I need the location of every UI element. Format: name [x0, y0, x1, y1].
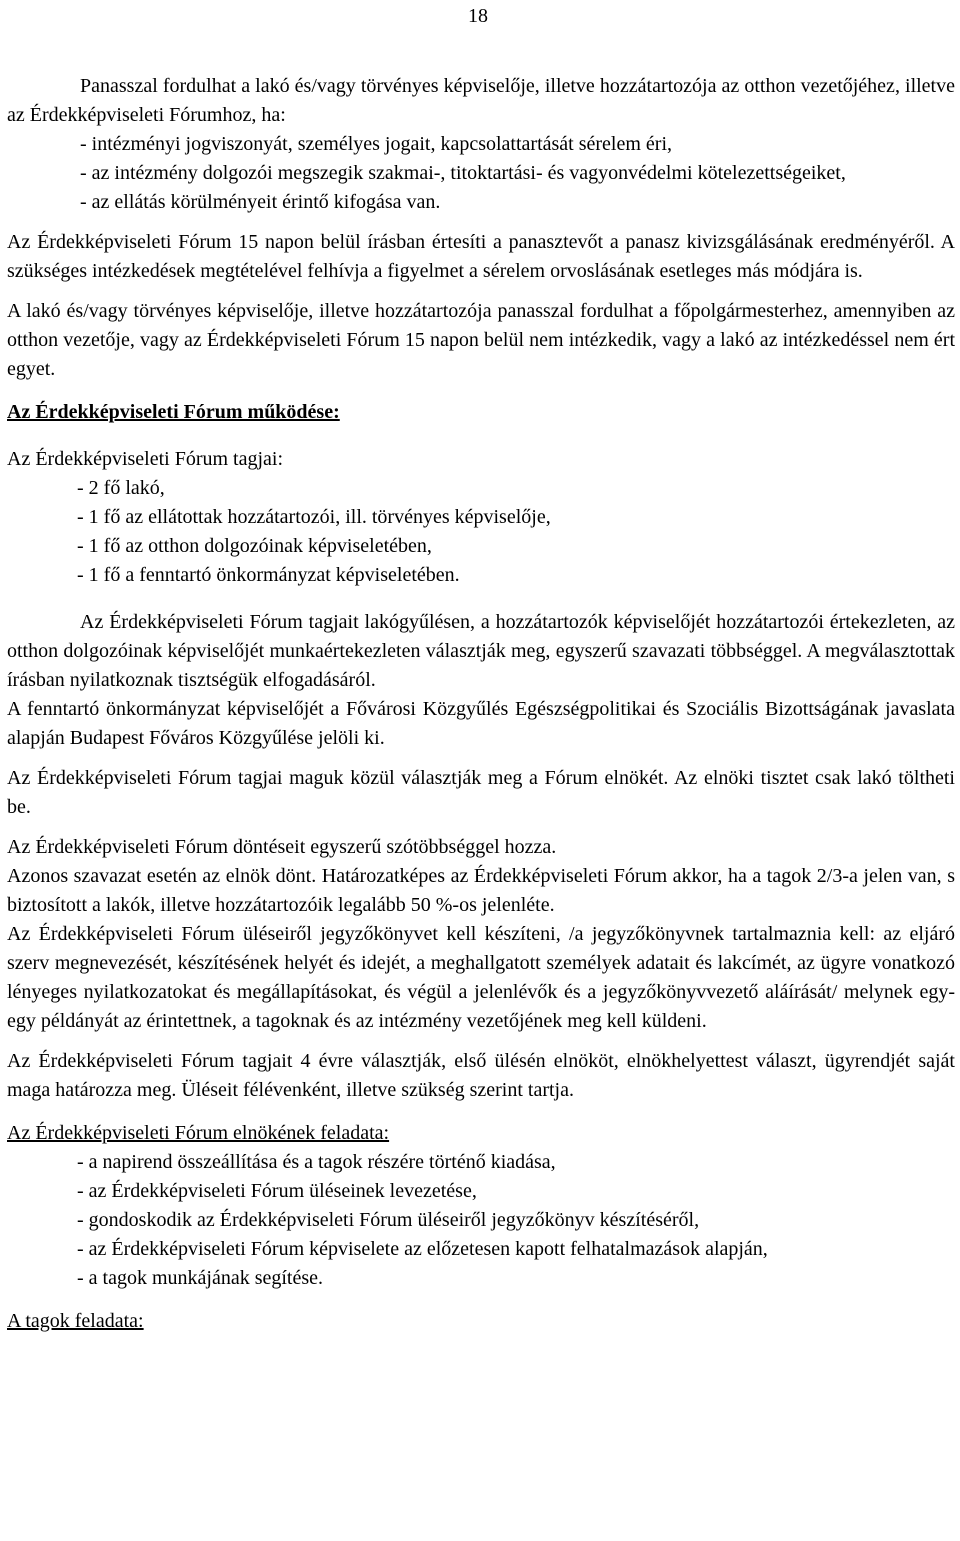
quorum-paragraph: Azonos szavazat esetén az elnök dönt. Határozatképes az Érdekképviseleti Fórum akkor, ha a tagok 2/3-a jelen van, s biztosított a lakók, illetve hozzátartozóik legalább 50 %-os jelenléte.	[7, 865, 955, 916]
forum-notice: Az Érdekképviseleti Fórum 15 napon belül írásban értesíti a panasztevőt a panasz kivizsgálásának eredményéről. A szükséges intézkedések megtételével felhívja a figyelmet a sérelem orvoslásának esetleges más módjára is.	[7, 231, 955, 282]
chair-duties-heading: Az Érdekképviseleti Fórum elnökének feladata:	[7, 1122, 390, 1144]
document-body	[7, 72, 955, 1336]
complaint-item-3: - az ellátás körülményeit érintő kifogása van.	[80, 191, 441, 213]
chair-duties-list	[77, 1148, 955, 1293]
mayor-appeal: A lakó és/vagy törvényes képviselője, illetve hozzátartozója panasszal fordulhat a főpolgármesterhez, amennyiben az otthon vezetője, vagy az Érdekképviseleti Fórum 15 napon belül nem intézkedik, vagy a lakó az intézkedéssel nem ért egyet.	[7, 300, 955, 380]
operation-heading: Az Érdekképviseleti Fórum működése:	[7, 401, 340, 423]
members-item-4: - 1 fő a fenntartó önkormányzat képviseletében.	[77, 564, 460, 586]
term-paragraph: Az Érdekképviseleti Fórum tagjait 4 évre választják, első ülésén elnököt, elnökhelyettest választ, ügyrendjét saját maga határozza meg. Üléseit félévenként, illetve szükség szerint tartja.	[7, 1050, 955, 1101]
complaint-intro: Panasszal fordulhat a lakó és/vagy törvényes képviselője, illetve hozzátartozója az otthon vezetőjéhez, illetve az Érdekképviseleti Fórumhoz, ha:	[7, 75, 955, 126]
election-paragraph: Az Érdekképviseleti Fórum tagjait lakógyűlésen, a hozzátartozók képviselőjét hozzátartozói értekezleten, az otthon dolgozóinak képviselőjét munkaértekezleten választják meg, egyszerű szavazati többséggel. A megválasztottak írásban nyilatkoznak tisztségük elfogadásáról.	[7, 611, 955, 691]
members-item-1: - 2 fő lakó,	[77, 477, 165, 499]
page-number: 18	[468, 5, 488, 27]
complaint-item-1: - intézményi jogviszonyát, személyes jogait, kapcsolattartását sérelem éri,	[80, 133, 673, 155]
complaint-item-2: - az intézmény dolgozói megszegik szakmai-, titoktartási- és vagyonvédelmi kötelezettségeiket,	[80, 162, 846, 184]
minutes-paragraph: Az Érdekképviseleti Fórum üléseiről jegyzőkönyvet kell készíteni, /a jegyzőkönyvnek tartalmaznia kell: az eljáró szerv megnevezését, készítésének helyét és idejét, a meghallgatott személyek adatait és lakcímét, az ügyre vonatkozó lényeges nyilatkozatokat és megállapításokat, és végül a jelenlévők és a jegyzőkönyvvezető aláírását/ melynek egy-egy példányát az érintettnek, a tagoknak és az intézmény vezetőjének meg kell küldeni.	[7, 923, 955, 1032]
chair-duty-4: - az Érdekképviseleti Fórum képviselete az előzetesen kapott felhatalmazások alapján,	[77, 1238, 768, 1260]
chair-duty-5: - a tagok munkájának segítése.	[77, 1267, 324, 1289]
chair-duty-1: - a napirend összeállítása és a tagok részére történő kiadása,	[77, 1151, 556, 1173]
chair-paragraph: Az Érdekképviseleti Fórum tagjai maguk közül választják meg a Fórum elnökét. Az elnöki tisztet csak lakó töltheti be.	[7, 767, 955, 818]
members-item-2: - 1 fő az ellátottak hozzátartozói, ill. törvényes képviselője,	[77, 506, 551, 528]
nomination-paragraph: A fenntartó önkormányzat képviselőjét a Fővárosi Közgyűlés Egészségpolitikai és Szociális Bizottságának javaslata alapján Budapest Főváros Közgyűlése jelöli ki.	[7, 698, 955, 749]
member-duties-heading: A tagok feladata:	[7, 1310, 144, 1332]
chair-duty-2: - az Érdekképviseleti Fórum üléseinek levezetése,	[77, 1180, 477, 1202]
decisions-paragraph: Az Érdekképviseleti Fórum döntéseit egyszerű szótöbbséggel hozza.	[7, 836, 557, 858]
complaint-list	[7, 130, 955, 217]
members-item-3: - 1 fő az otthon dolgozóinak képviseletében,	[77, 535, 432, 557]
members-label: Az Érdekképviseleti Fórum tagjai:	[7, 448, 284, 470]
chair-duty-3: - gondoskodik az Érdekképviseleti Fórum üléseiről jegyzőkönyv készítéséről,	[77, 1209, 700, 1231]
members-list	[77, 474, 955, 590]
